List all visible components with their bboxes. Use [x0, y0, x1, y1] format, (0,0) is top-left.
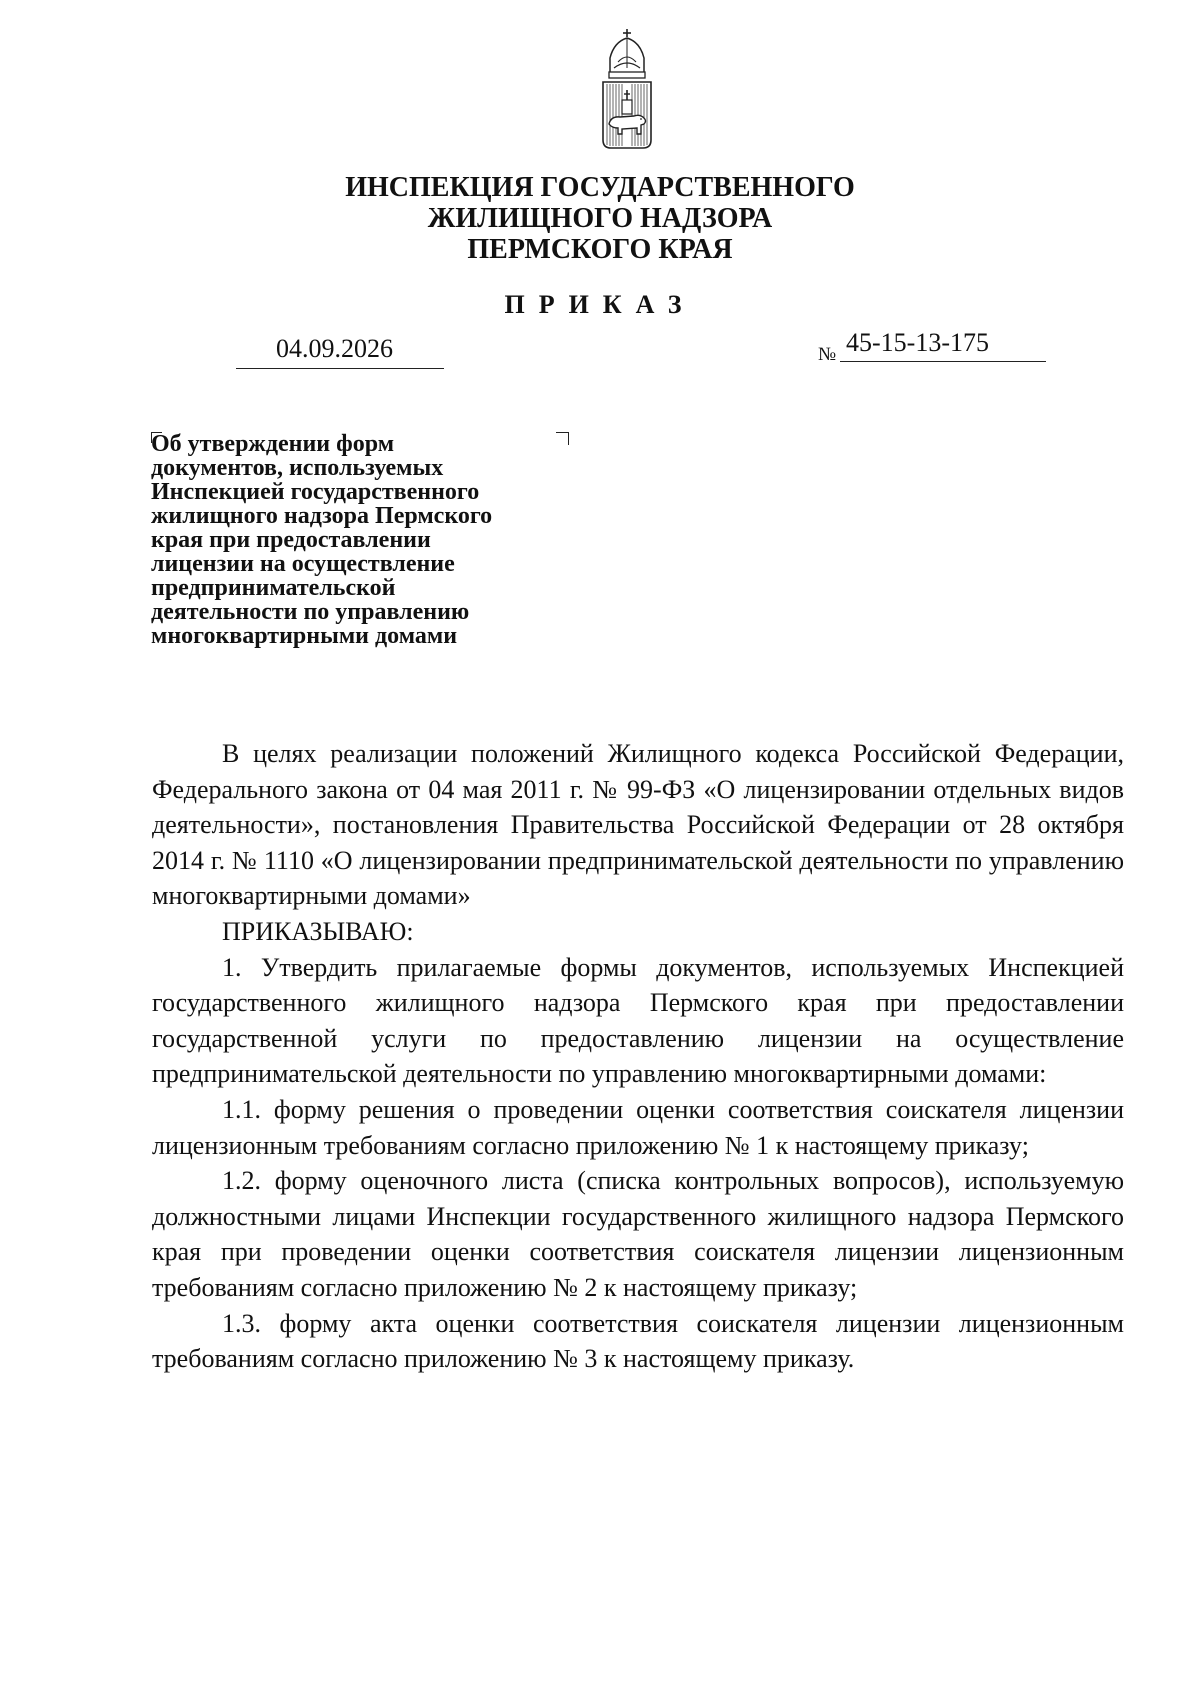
subject-line: деятельности по управлению: [151, 599, 470, 625]
organization-title-line-2: ЖИЛИЩНОГО НАДЗОРА: [427, 203, 773, 234]
subject-line: многоквартирными домами: [151, 623, 458, 649]
subject-line: Инспекцией государственного: [151, 479, 480, 505]
subject-line: жилищного надзора Пермского: [151, 503, 493, 529]
order-body: [152, 736, 1124, 1377]
subject-line: края при предоставлении: [151, 527, 431, 553]
document-number: 45-15-13-175: [846, 328, 989, 357]
date-field: [236, 332, 444, 369]
subject-line: предпринимательской: [151, 575, 396, 601]
order-item-1-2: 1.2. форму оценочного листа (списка контрольных вопросов), используемую должностными лицами Инспекции государственного жилищного надзора Пермского края при проведении оценки соответствия соискателя лицензии лицензионным требованиям согласно приложению № 2 к настоящему приказу;: [152, 1166, 1124, 1302]
order-item-1-1: 1.1. форму решения о проведении оценки соответствия соискателя лицензии лицензионным требованиям согласно приложению № 1 к настоящему приказу;: [152, 1094, 1124, 1160]
subject-line: документов, используемых: [151, 455, 444, 481]
document-type: ПРИКАЗ: [504, 290, 696, 319]
coat-of-arms-icon: [600, 28, 654, 150]
document-date: 04.09.2026: [276, 334, 393, 363]
order-word: ПРИКАЗЫВАЮ:: [222, 916, 414, 946]
subject-line: лицензии на осуществление: [151, 551, 455, 577]
order-item-1: 1. Утвердить прилагаемые формы документов, используемых Инспекцией государственного жилищного надзора Пермского края при предоставлении государственной услуги по предоставлению лицензии на осуществление предпринимательской деятельности по управлению многоквартирными домами:: [152, 952, 1124, 1089]
preamble-paragraph: В целях реализации положений Жилищного кодекса Российской Федерации, Федерального закона от 04 мая 2011 г. № 99-ФЗ «О лицензировании отдельных видов деятельности», постановления Правительства Российской Федерации от 28 октября 2014 г. № 1110 «О лицензировании предпринимательской деятельности по управлению многоквартирными домами»: [152, 739, 1124, 911]
organization-title-line-1: ИНСПЕКЦИЯ ГОСУДАРСТВЕННОГО: [345, 172, 855, 203]
organization-title-line-3: ПЕРМСКОГО КРАЯ: [467, 234, 733, 265]
subject-line: Об утверждении форм: [151, 431, 395, 457]
number-label: №: [818, 344, 837, 365]
order-item-1-3: 1.3. форму акта оценки соответствия соискателя лицензии лицензионным требованиям согласно приложению № 3 к настоящему приказу.: [152, 1308, 1124, 1374]
number-field: [840, 328, 1046, 362]
order-subject: [151, 432, 571, 648]
organization-title: [300, 172, 900, 265]
